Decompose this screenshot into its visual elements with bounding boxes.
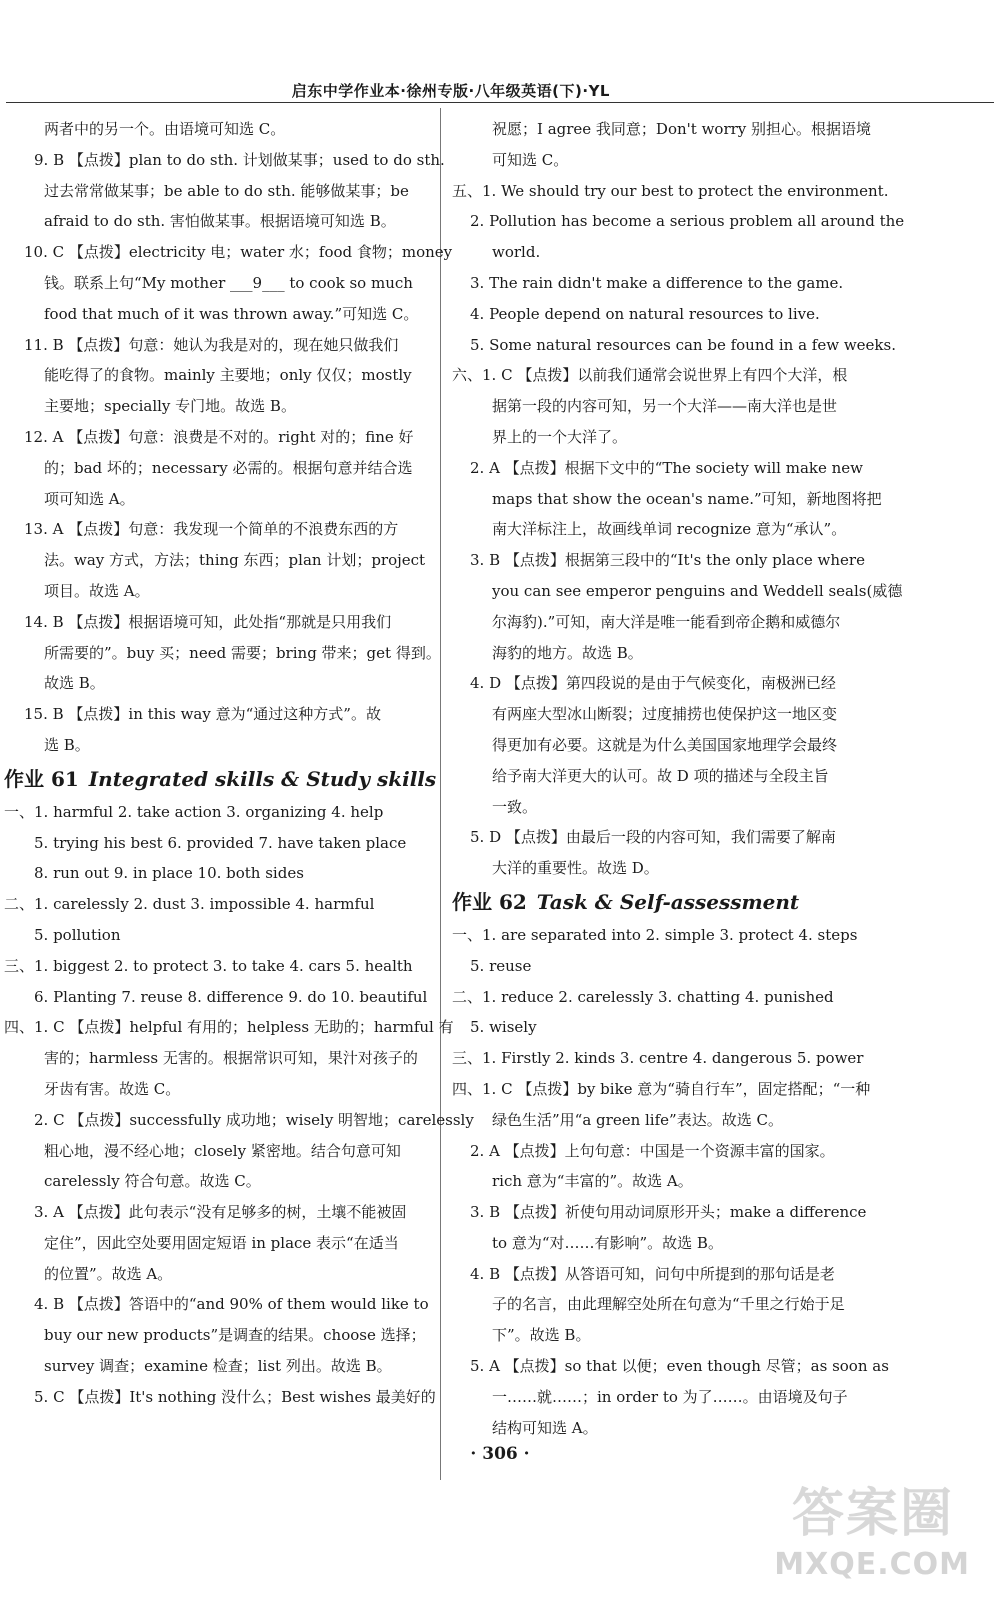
section-title: Integrated skills & Study skills [88, 766, 437, 791]
answer-line: 的；bad 坏的；necessary 必需的。根据句意并结合选 [44, 458, 413, 477]
page-number: · 306 · [470, 1444, 530, 1464]
answer-line: 牙齿有害。故选 C。 [44, 1079, 181, 1098]
answer-line: 2. A 【点拨】根据下文中的“The society will make new [470, 458, 864, 477]
answer-line: 4. B 【点拨】从答语可知，问句中所提到的那句话是老 [470, 1264, 835, 1283]
header-title: 启东中学作业本·徐州专版·八年级英语(下)·YL [291, 82, 610, 100]
answer-line: 4. People depend on natural resources to live. [470, 304, 820, 323]
answer-line: 5. trying his best 6. provided 7. have taken place [34, 833, 407, 852]
answer-line: rich 意为“丰富的”。故选 A。 [492, 1172, 693, 1191]
answer-line: 南大洋标注上，故画线单词 recognize 意为“承认”。 [492, 520, 847, 539]
answer-line: 绿色生活”用“a green life”表达。故选 C。 [492, 1110, 783, 1129]
answer-line: 一……就……；in order to 为了……。由语境及句子 [492, 1387, 848, 1406]
answer-line: 2. C 【点拨】successfully 成功地；wisely 明智地；carelessly [34, 1110, 474, 1129]
header-rule [6, 102, 994, 103]
answer-line: 法。way 方式，方法；thing 东西；plan 计划；project [44, 551, 426, 570]
answer-line: 5. wisely [470, 1018, 537, 1037]
answer-line: buy our new products”是调查的结果。choose 选择； [44, 1326, 426, 1345]
answer-line: 可知选 C。 [492, 150, 569, 169]
answer-line: 大洋的重要性。故选 D。 [492, 859, 659, 878]
answer-line: 给予南大洋更大的认可。故 D 项的描述与全段主旨 [492, 766, 829, 785]
answer-line: you can see emperor penguins and Weddell seals(威德 [492, 581, 903, 600]
answer-line: 粗心地，漫不经心地；closely 紧密地。结合句意可知 [44, 1141, 401, 1160]
answer-line: 过去常常做某事；be able to do sth. 能够做某事；be [44, 181, 409, 200]
answer-line: 尔海豹).”可知，南大洋是唯一能看到帝企鹅和威德尔 [492, 612, 841, 631]
answer-line: 据第一段的内容可知，另一个大洋——南大洋也是世 [492, 397, 838, 416]
answer-line: 主要地；specially 专门地。故选 B。 [44, 397, 296, 416]
answer-line: 结构可知选 A。 [492, 1418, 598, 1437]
watermark-logo [774, 1482, 990, 1592]
answer-line: 5. reuse [470, 956, 532, 975]
section-heading-62 [452, 884, 982, 920]
answer-line: 13. A 【点拨】句意：我发现一个简单的不浪费东西的方 [24, 520, 399, 539]
answer-line: 害的；harmless 无害的。根据常识可知，果汁对孩子的 [44, 1049, 418, 1068]
answer-line: 9. B 【点拨】plan to do sth. 计划做某事；used to do sth. [34, 150, 445, 169]
section-prefix: 作业 61 [4, 766, 79, 791]
answer-line: 的位置”。故选 A。 [44, 1264, 173, 1283]
answer-line: 两者中的另一个。由语境可知选 C。 [44, 120, 286, 138]
answer-line: 5. pollution [34, 925, 121, 944]
answer-line: 得更加有必要。这就是为什么美国国家地理学会最终 [492, 735, 838, 754]
answer-line: 12. A 【点拨】句意：浪费是不对的。right 对的；fine 好 [24, 427, 414, 446]
answer-line: 三、1. Firstly 2. kinds 3. centre 4. dangerous 5. power [452, 1049, 864, 1068]
answer-line: 选 B。 [44, 735, 90, 754]
answer-line: 4. D 【点拨】第四段说的是由于气候变化，南极洲已经 [470, 674, 836, 693]
answer-line: to 意为“对……有影响”。故选 B。 [492, 1233, 723, 1252]
answer-line: 五、1. We should try our best to protect the environment. [452, 181, 889, 200]
answer-line: 六、1. C 【点拨】以前我们通常会说世界上有四个大洋，根 [452, 366, 848, 385]
answer-line: 一、1. harmful 2. take action 3. organizing 4. help [4, 802, 384, 821]
section-title: Task & Self-assessment [536, 889, 800, 914]
left-column [4, 114, 474, 1413]
answer-line: 3. B 【点拨】根据第三段中的“It's the only place where [470, 551, 865, 570]
answer-line: 10. C 【点拨】electricity 电；water 水；food 食物；money [24, 243, 453, 262]
section-heading-61 [4, 761, 437, 797]
answer-line: 四、1. C 【点拨】by bike 意为“骑自行车”，固定搭配；“一种 [452, 1079, 871, 1098]
answer-line: 定住”，因此空处要用固定短语 in place 表示“在适当 [44, 1233, 399, 1252]
answer-line: carelessly 符合句意。故选 C。 [44, 1172, 261, 1191]
answer-line: 界上的一个大洋了。 [492, 427, 628, 446]
left-answers-block-1 [4, 114, 453, 761]
answer-line: 8. run out 9. in place 10. both sides [34, 864, 304, 883]
answer-line: 6. Planting 7. reuse 8. difference 9. do 10. beautiful [34, 987, 428, 1006]
answer-line: survey 调查；examine 检查；list 列出。故选 B。 [44, 1357, 392, 1376]
answer-line: 14. B 【点拨】根据语境可知，此处指“那就是只用我们 [24, 612, 392, 631]
answer-line: 所需要的”。buy 买；need 需要；bring 带来；get 得到。 [44, 643, 441, 662]
answer-line: 一、1. are separated into 2. simple 3. protect 4. steps [452, 925, 858, 944]
column-divider [440, 108, 441, 1480]
answer-line: 5. A 【点拨】so that 以便；even though 尽管；as soon as [470, 1357, 889, 1376]
left-answers-block-2 [4, 797, 474, 1413]
answer-line: 11. B 【点拨】句意：她认为我是对的，现在她只做我们 [24, 335, 399, 354]
answer-line: afraid to do sth. 害怕做某事。根据语境可知选 B。 [44, 212, 396, 231]
answer-line: 祝愿；I agree 我同意；Don't worry 别担心。根据语境 [492, 120, 872, 138]
answer-line: 2. Pollution has become a serious problem all around the [470, 212, 905, 231]
answer-line: 项目。故选 A。 [44, 581, 150, 600]
answer-line: 3. The rain didn't make a difference to the game. [470, 273, 844, 292]
watermark-text: 答案圈 [791, 1484, 954, 1544]
answer-line: 一致。 [492, 797, 538, 816]
section-prefix: 作业 62 [452, 889, 527, 914]
right-answers-block-2 [452, 920, 982, 1444]
answer-line: 5. D 【点拨】由最后一段的内容可知，我们需要了解南 [470, 828, 836, 847]
answer-line: 三、1. biggest 2. to protect 3. to take 4. cars 5. health [4, 956, 413, 975]
answer-line: 3. B 【点拨】祈使句用动词原形开头；make a difference [470, 1203, 867, 1222]
watermark-url: MXQE.COM [774, 1547, 970, 1582]
answer-line: 二、1. carelessly 2. dust 3. impossible 4. harmful [4, 895, 375, 914]
page-header [0, 0, 1000, 106]
answer-line: 4. B 【点拨】答语中的“and 90% of them would like to [34, 1295, 429, 1314]
answer-line: 子的名言，由此理解空处所在句意为“千里之行始于足 [492, 1295, 845, 1314]
answer-line: world. [492, 243, 541, 262]
answer-line: 钱。联系上句“My mother ___9___ to cook so much [44, 273, 413, 292]
answer-line: 5. Some natural resources can be found in a few weeks. [470, 335, 896, 354]
answer-line: 有两座大型冰山断裂；过度捕捞也使保护这一地区变 [492, 705, 838, 724]
answer-line: maps that show the ocean's name.”可知，新地图将把 [492, 489, 882, 508]
answer-line: 故选 B。 [44, 674, 105, 693]
answer-line: 下”。故选 B。 [492, 1326, 591, 1345]
answer-line: 项可知选 A。 [44, 489, 135, 508]
answer-line: 海豹的地方。故选 B。 [492, 643, 643, 662]
answer-line: 能吃得了的食物。mainly 主要地；only 仅仅；mostly [44, 366, 412, 385]
answer-line: food that much of it was thrown away.”可知选 C。 [44, 304, 419, 323]
answer-line: 5. C 【点拨】It's nothing 没什么；Best wishes 最美好的 [34, 1387, 436, 1406]
answer-line: 2. A 【点拨】上句句意：中国是一个资源丰富的国家。 [470, 1141, 835, 1160]
answer-line: 二、1. reduce 2. carelessly 3. chatting 4. punished [452, 987, 834, 1006]
answer-line: 3. A 【点拨】此句表示“没有足够多的树，土壤不能被固 [34, 1203, 407, 1222]
answer-line: 15. B 【点拨】in this way 意为“通过这种方式”。故 [24, 705, 381, 724]
right-column [452, 114, 982, 1443]
answer-line: 四、1. C 【点拨】helpful 有用的；helpless 无助的；harmful 有 [4, 1018, 454, 1037]
right-answers-block-1 [452, 114, 982, 884]
